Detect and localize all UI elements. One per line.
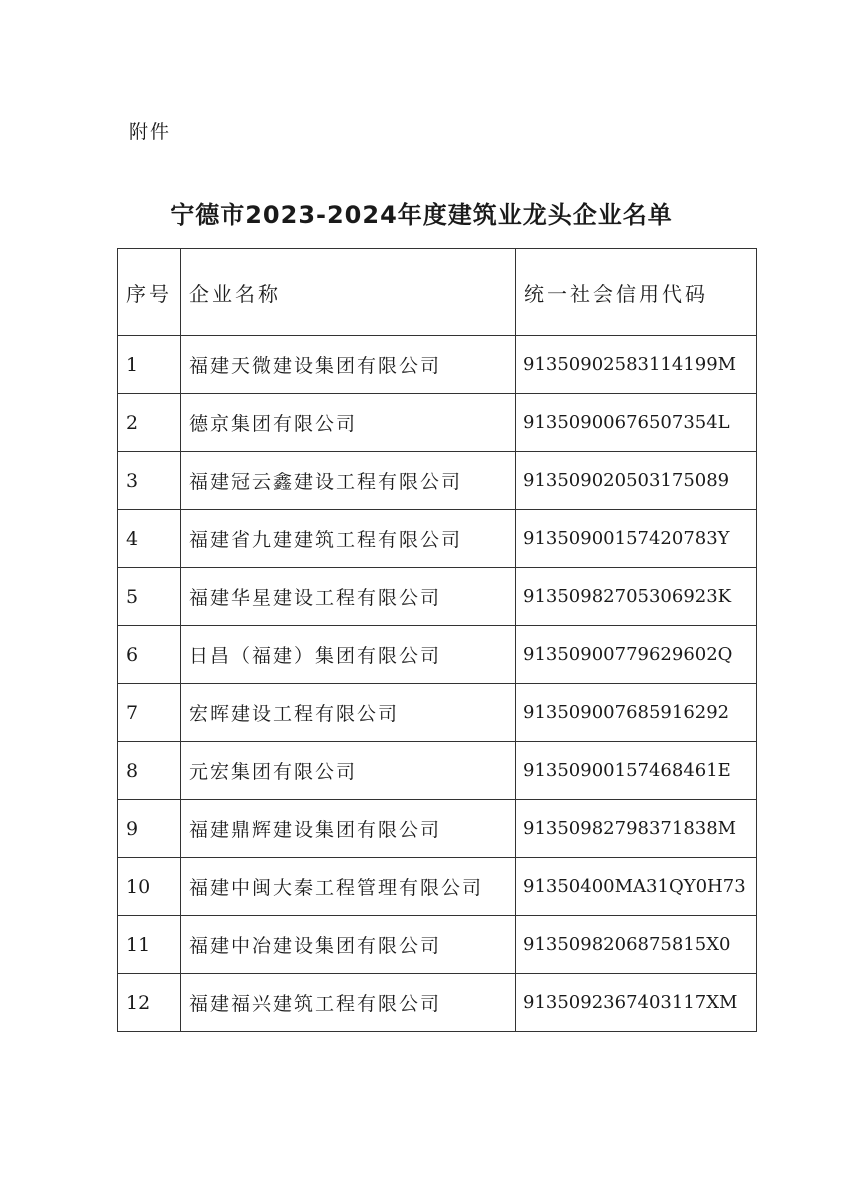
row-serial: 1 — [118, 336, 181, 394]
row-enterprise-name: 福建省九建建筑工程有限公司 — [181, 510, 516, 568]
row-serial: 9 — [118, 800, 181, 858]
row-credit-code: 91350982798371838M — [516, 800, 757, 858]
row-credit-code: 913509020503175089 — [516, 452, 757, 510]
table-row — [118, 858, 757, 916]
table-row — [118, 568, 757, 626]
row-serial: 10 — [118, 858, 181, 916]
row-serial: 11 — [118, 916, 181, 974]
row-enterprise-name: 宏晖建设工程有限公司 — [181, 684, 516, 742]
row-enterprise-name: 福建中冶建设集团有限公司 — [181, 916, 516, 974]
row-credit-code: 913509007685916292 — [516, 684, 757, 742]
row-credit-code: 91350982705306923K — [516, 568, 757, 626]
header-credit-code: 统一社会信用代码 — [516, 249, 757, 336]
table-row — [118, 800, 757, 858]
row-credit-code: 91350900676507354L — [516, 394, 757, 452]
table-row — [118, 452, 757, 510]
row-serial: 4 — [118, 510, 181, 568]
attachment-label: 附件 — [129, 121, 172, 143]
table-row — [118, 394, 757, 452]
table-header-row — [118, 249, 757, 336]
table-row — [118, 916, 757, 974]
row-enterprise-name: 福建鼎辉建设集团有限公司 — [181, 800, 516, 858]
row-credit-code: 91350900779629602Q — [516, 626, 757, 684]
header-serial: 序号 — [118, 249, 181, 336]
row-credit-code: 91350900157468461E — [516, 742, 757, 800]
row-enterprise-name: 福建华星建设工程有限公司 — [181, 568, 516, 626]
header-enterprise-name: 企业名称 — [181, 249, 516, 336]
table-row — [118, 974, 757, 1032]
row-enterprise-name: 福建中闽大秦工程管理有限公司 — [181, 858, 516, 916]
row-credit-code: 91350902583114199M — [516, 336, 757, 394]
table-row — [118, 510, 757, 568]
enterprise-table — [117, 248, 757, 1032]
row-enterprise-name: 福建天微建设集团有限公司 — [181, 336, 516, 394]
row-serial: 12 — [118, 974, 181, 1032]
row-serial: 5 — [118, 568, 181, 626]
table-row — [118, 336, 757, 394]
row-serial: 3 — [118, 452, 181, 510]
row-credit-code: 91350900157420783Y — [516, 510, 757, 568]
row-serial: 2 — [118, 394, 181, 452]
row-enterprise-name: 日昌（福建）集团有限公司 — [181, 626, 516, 684]
row-enterprise-name: 德京集团有限公司 — [181, 394, 516, 452]
row-credit-code: 91350400MA31QY0H73 — [516, 858, 757, 916]
row-enterprise-name: 元宏集团有限公司 — [181, 742, 516, 800]
page-title: 宁德市2023-2024年度建筑业龙头企业名单 — [170, 201, 673, 229]
row-credit-code: 9135098206875815X0 — [516, 916, 757, 974]
row-serial: 7 — [118, 684, 181, 742]
row-serial: 8 — [118, 742, 181, 800]
row-serial: 6 — [118, 626, 181, 684]
table-row — [118, 684, 757, 742]
row-enterprise-name: 福建福兴建筑工程有限公司 — [181, 974, 516, 1032]
table-row — [118, 626, 757, 684]
table-row — [118, 742, 757, 800]
row-enterprise-name: 福建冠云鑫建设工程有限公司 — [181, 452, 516, 510]
row-credit-code: 9135092367403117XM — [516, 974, 757, 1032]
